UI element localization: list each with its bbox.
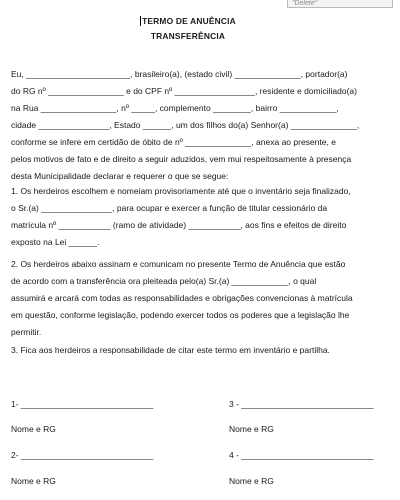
delete-button[interactable]: "Delete"	[287, 0, 393, 8]
intro-line: na Rua ________________, nº _____, complemento ________, bairro ____________,	[11, 103, 339, 113]
intro-line: desta Municipalidade declarar e requerer o que se segue:	[11, 171, 229, 181]
clause-1-line: matrícula nº ___________ (ramo de atividade) ___________, aos fins e efeitos de direito	[11, 220, 347, 230]
intro-paragraph	[11, 66, 389, 185]
clause-2-line: em questão, conforme legislação, podendo exercer todos os poderes que a legislação lhe	[11, 310, 350, 320]
clause-3	[11, 342, 389, 359]
clause-3-line: 3. Fica aos herdeiros a responsabilidade de citar este termo em inventário e partilha.	[11, 345, 330, 355]
signature-line-1: 1- ____________________________	[11, 399, 154, 409]
clause-1	[11, 183, 389, 251]
document-subtitle: TRANSFERÊNCIA	[150, 31, 226, 41]
clause-2-line: 2. Os herdeiros abaixo assinam e comunicam no presente Termo de Anuência que estão	[11, 259, 346, 269]
clause-2	[11, 256, 389, 341]
signature-label-3: Nome e RG	[229, 424, 274, 434]
signature-line-3: 3 - ____________________________	[229, 399, 374, 409]
clause-1-line: exposto na Lei ______.	[11, 237, 100, 247]
document-title	[0, 16, 400, 26]
clause-1-line: o Sr.(a) _______________, para ocupar e exercer a função de titular cessionário da	[11, 203, 328, 213]
clause-2-line: assumirá e arcará com todas as responsabilidades e obrigações convencionas à matrícula	[11, 293, 353, 303]
signature-line-2: 2- ____________________________	[11, 450, 154, 460]
signature-line-4: 4 - ____________________________	[229, 450, 374, 460]
clause-2-line: de acordo com a transferência ora pleiteada pelo(a) Sr.(a) ____________, o qual	[11, 276, 317, 286]
intro-line: do RG nº ________________ e do CPF nº _________________, residente e domiciliado(a)	[11, 86, 357, 96]
text-cursor	[140, 16, 141, 26]
signature-label-1: Nome e RG	[11, 424, 56, 434]
signature-label-2: Nome e RG	[11, 476, 56, 486]
clause-1-line: 1. Os herdeiros escolhem e nomeiam provisoriamente até que o inventário seja finalizado,	[11, 186, 351, 196]
intro-line: conforme se infere em certidão de óbito de nº ______________, anexa ao presente, e	[11, 137, 336, 147]
title-line-1: TERMO DE ANUÊNCIA	[142, 16, 236, 26]
intro-line: Eu, ______________________, brasileiro(a), (estado civil) ______________, portador(a)	[11, 69, 348, 79]
clause-2-line: permitir.	[11, 327, 42, 337]
intro-line: pelos motivos de fato e de direito a seguir aduzidos, vem mui respeitosamente à presença	[11, 154, 352, 164]
intro-line: cidade _______________, Estado ______, um dos filhos do(a) Senhor(a) ______________,	[11, 120, 360, 130]
signature-label-4: Nome e RG	[229, 476, 274, 486]
